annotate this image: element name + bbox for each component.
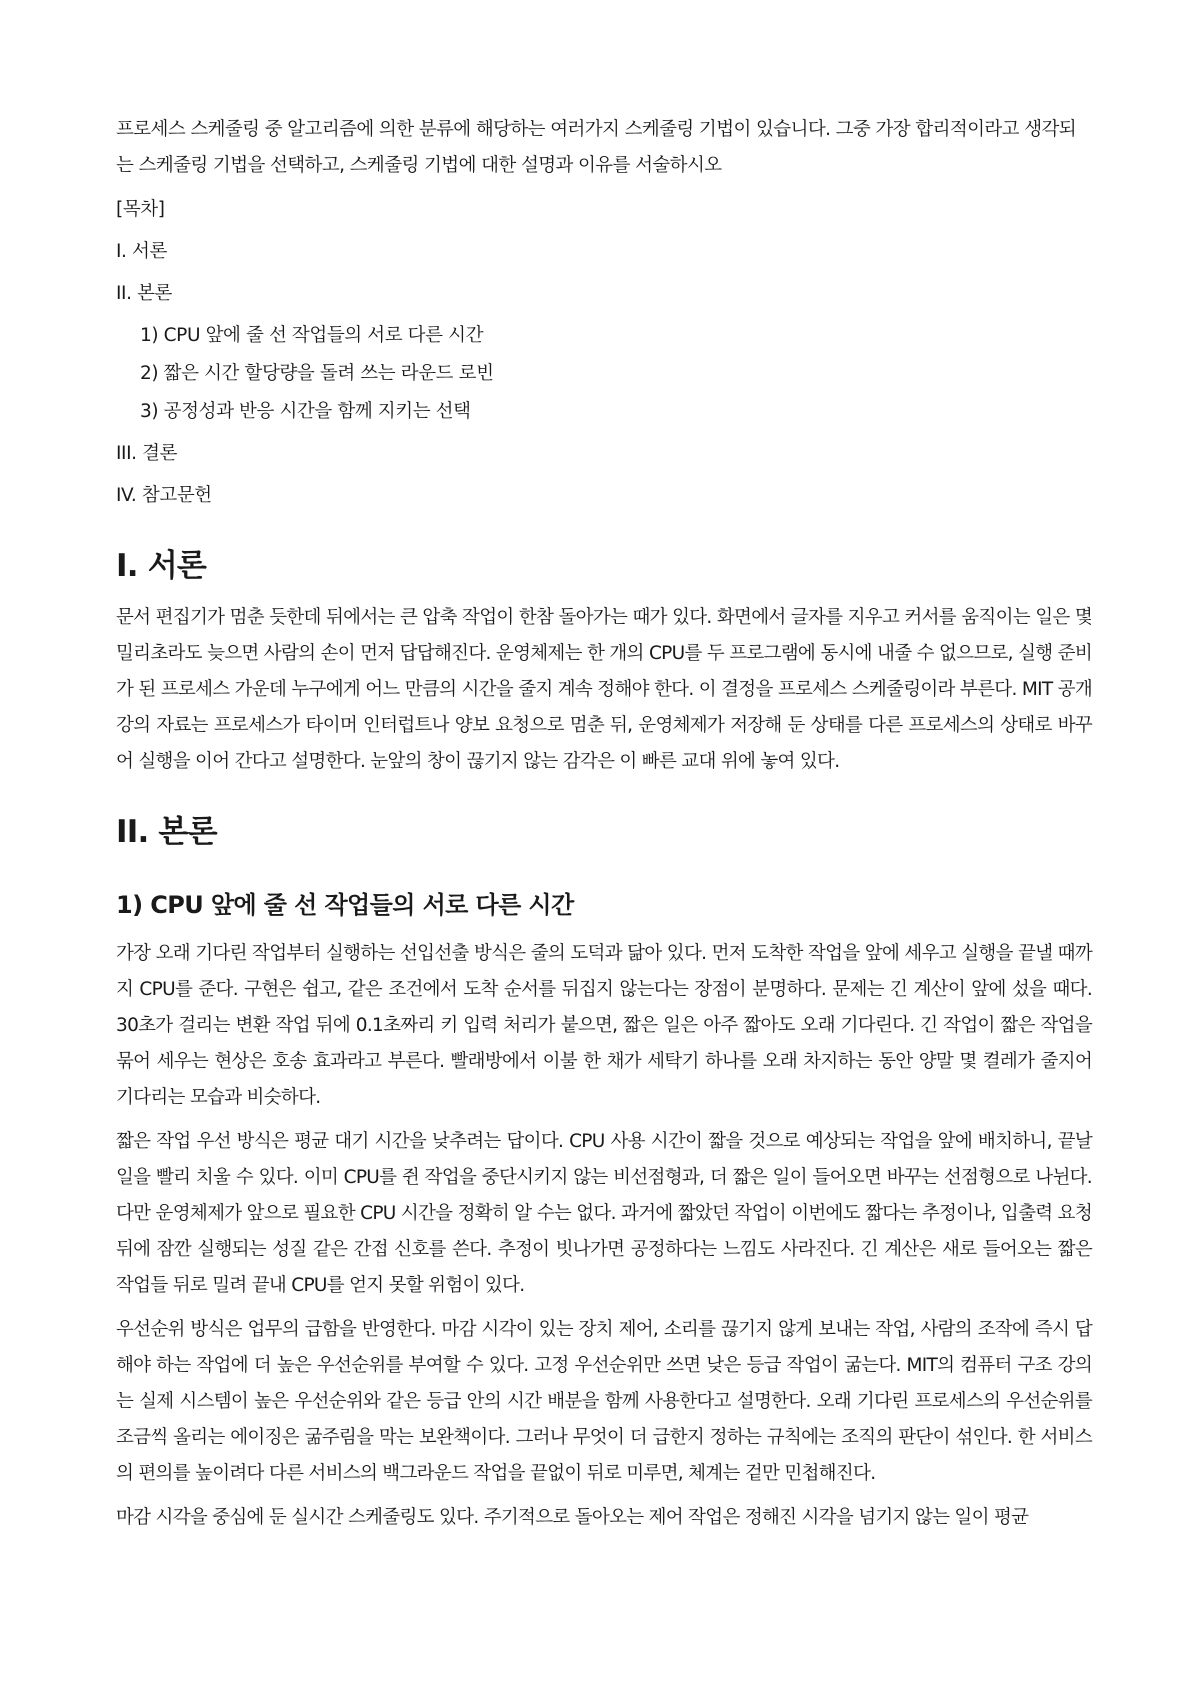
table-of-contents xyxy=(116,192,1092,514)
section-heading-body: II. 본론 xyxy=(116,814,217,850)
toc-item-body: II. 본론 xyxy=(116,283,173,304)
paragraph: 마감 시각을 중심에 둔 실시간 스케줄링도 있다. 주기적으로 돌아오는 제어 작업은 정해진 시각을 넘기지 않는 일이 평균 xyxy=(116,1507,1029,1528)
paragraph: 짧은 작업 우선 방식은 평균 대기 시간을 낮추려는 답이다. CPU 사용 시간이 짧을 것으로 예상되는 작업을 앞에 배치하니, 끝날 일을 빨리 치울 수 있다. 이미 CPU를 쥔 작업을 중단시키지 않는 비선점형과, 더 짧은 일이 들어오면 바꾸는 선점형으로 나뉜다. 다만 운영체제가 앞으로 필요한 CPU 시간을 정확히 알 수는 없다. 과거에 짧았던 작업이 이번에도 짧다는 추정이나, 입출력 요청 뒤에 잠깐 실행되는 성질 같은 간접 신호를 쓴다. 추정이 빗나가면 공정하다는 느낌도 사라진다. 긴 계산은 새로 들어오는 짧은 작업들 뒤로 밀려 끝내 CPU를 얻지 못할 위험이 있다. xyxy=(116,1131,1092,1296)
toc-item-references: IV. 참고문헌 xyxy=(116,485,212,506)
paragraph: 우선순위 방식은 업무의 급함을 반영한다. 마감 시각이 있는 장치 제어, 소리를 끊기지 않게 보내는 작업, 사람의 조작에 즉시 답해야 하는 작업에 더 높은 우선순위를 부여할 수 있다. 고정 우선순위만 쓰면 낮은 등급 작업이 굶는다. MIT의 컴퓨터 구조 강의는 실제 시스템이 높은 우선순위와 같은 등급 안의 시간 배분을 함께 사용한다고 설명한다. 오래 기다린 프로세스의 우선순위를 조금씩 올리는 에이징은 굶주림을 막는 보완책이다. 그러나 무엇이 더 급한지 정하는 규칙에는 조직의 판단이 섞인다. 한 서비스의 편의를 높이려다 다른 서비스의 백그라운드 작업을 끝없이 뒤로 미루면, 체계는 겉만 민첩해진다. xyxy=(116,1319,1092,1484)
paragraph: 가장 오래 기다린 작업부터 실행하는 선입선출 방식은 줄의 도덕과 닮아 있다. 먼저 도착한 작업을 앞에 세우고 실행을 끝낼 때까지 CPU를 준다. 구현은 쉽고, 같은 조건에서 도착 순서를 뒤집지 않는다는 장점이 분명하다. 문제는 긴 계산이 앞에 섰을 때다. 30초가 걸리는 변환 작업 뒤에 0.1초짜리 키 입력 처리가 붙으면, 짧은 일은 아주 짧아도 오래 기다린다. 긴 작업이 짧은 작업을 묶어 세우는 현상은 호송 효과라고 부른다. 빨래방에서 이불 한 채가 세탁기 하나를 오래 차지하는 동안 양말 몇 켤레가 줄지어 기다리는 모습과 비슷하다. xyxy=(116,943,1092,1108)
toc-item-body-1: 1) CPU 앞에 줄 선 작업들의 서로 다른 시간 xyxy=(140,325,484,346)
paragraph: 문서 편집기가 멈춘 듯한데 뒤에서는 큰 압축 작업이 한참 돌아가는 때가 있다. 화면에서 글자를 지우고 커서를 움직이는 일은 몇 밀리초라도 늦으면 사람의 손이 먼저 답답해진다. 운영체제는 한 개의 CPU를 두 프로그램에 동시에 내줄 수 없으므로, 실행 준비가 된 프로세스 가운데 누구에게 어느 만큼의 시간을 줄지 계속 정해야 한다. 이 결정을 프로세스 스케줄링이라 부른다. MIT 공개강의 자료는 프로세스가 타이머 인터럽트나 양보 요청으로 멈춘 뒤, 운영체제가 저장해 둔 상태를 다른 프로세스의 상태로 바꾸어 실행을 이어 간다고 설명한다. 눈앞의 창이 끊기지 않는 감각은 이 빠른 교대 위에 놓여 있다. xyxy=(116,607,1092,772)
assignment-prompt: 프로세스 스케줄링 중 알고리즘에 의한 분류에 해당하는 여러가지 스케줄링 기법이 있습니다. 그중 가장 합리적이라고 생각되는 스케줄링 기법을 선택하고, 스케줄링 기법에 대한 설명과 이유를 서술하시오 xyxy=(116,119,1077,176)
toc-item-body-3: 3) 공정성과 반응 시간을 함께 지키는 선택 xyxy=(140,401,471,422)
toc-item-conclusion: III. 결론 xyxy=(116,443,178,464)
toc-title: [목차] xyxy=(116,199,165,220)
toc-item-introduction: I. 서론 xyxy=(116,241,167,262)
subsection-heading-1: 1) CPU 앞에 줄 선 작업들의 서로 다른 시간 xyxy=(116,891,574,919)
section-heading-introduction: I. 서론 xyxy=(116,548,206,584)
toc-item-body-2: 2) 짧은 시간 할당량을 돌려 쓰는 라운드 로빈 xyxy=(140,363,494,384)
